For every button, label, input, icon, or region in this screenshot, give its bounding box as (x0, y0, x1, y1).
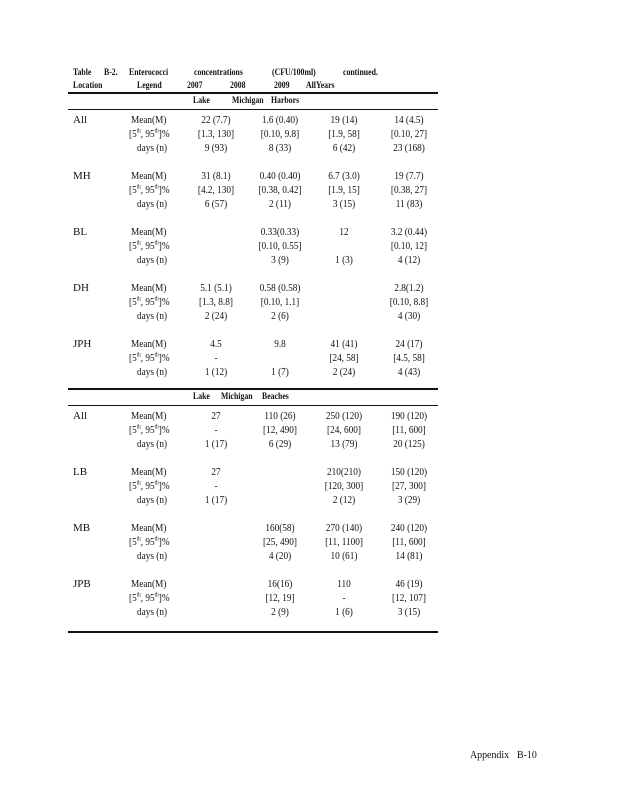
table-cell: 3.2 (0.44) (390, 227, 428, 238)
legend-percentile-part: , 95 (140, 185, 155, 196)
legend-percentile-part: th (136, 592, 141, 599)
table-cell: 2 (9) (271, 607, 289, 618)
table-cell: 190 (120) (390, 411, 428, 422)
table-cell: 19 (7.7) (394, 171, 424, 182)
location-label: JPH (73, 338, 92, 350)
legend-mean: Mean(M) (131, 579, 167, 590)
location-label: DH (73, 282, 89, 294)
table-cell: [11, 1100] (325, 537, 363, 548)
legend-days: days (n) (137, 607, 168, 618)
table-cell: 3 (9) (271, 255, 289, 266)
table-cell: [0.10, 8.8] (389, 297, 429, 308)
table-cell: [27, 300] (392, 481, 426, 492)
legend-percentile-part: [5 (129, 129, 137, 140)
legend-days: days (n) (137, 199, 168, 210)
table-cell: 1 (7) (271, 367, 289, 378)
table-cell: 1 (17) (204, 439, 228, 450)
table-cell: 24 (17) (395, 339, 423, 350)
legend-percentile-part: ]% (158, 425, 170, 436)
table-cell: - (214, 481, 218, 492)
location-label: JPB (73, 578, 91, 590)
table-cell: 31 (8.1) (201, 171, 231, 182)
legend-percentile-part: th (154, 296, 159, 303)
column-header: AllYears (306, 81, 335, 91)
table-cell: 6 (42) (332, 143, 356, 154)
table-cell: 4 (43) (397, 367, 421, 378)
legend-percentile-part: , 95 (140, 297, 155, 308)
table-caption-word: Table (73, 68, 92, 78)
legend-percentile-part: ]% (158, 353, 170, 364)
table-cell: 20 (125) (393, 439, 425, 450)
table-cell: 0.33(0.33) (260, 227, 300, 238)
legend-percentile-part: th (136, 184, 141, 191)
section-title-word: Lake (193, 96, 210, 106)
legend-percentile-part: [5 (129, 353, 137, 364)
table-cell: 14 (81) (395, 551, 423, 562)
table-cell: 14 (4.5) (394, 115, 424, 126)
column-header: Legend (137, 81, 162, 91)
table-cell: [4.2, 130] (197, 185, 235, 196)
table-cell: 2 (11) (269, 199, 291, 210)
table-cell: 19 (14) (330, 115, 358, 126)
footer-label: Appendix (470, 749, 510, 761)
legend-percentile (129, 592, 170, 606)
legend-days: days (n) (137, 495, 168, 506)
table-cell: 2 (6) (271, 311, 289, 322)
table-cell: 23 (168) (393, 143, 425, 154)
column-header: 2008 (230, 81, 246, 91)
table-cell: [0.10, 27] (390, 129, 428, 140)
location-label: MH (73, 170, 91, 182)
legend-days: days (n) (137, 143, 168, 154)
legend-percentile-part: ]% (158, 593, 170, 604)
section-divider-rule (68, 388, 438, 390)
table-cell: [0.10, 12] (390, 241, 428, 252)
legend-mean: Mean(M) (131, 339, 167, 350)
table-cell: 27 (211, 467, 221, 478)
legend-percentile-part: ]% (158, 185, 170, 196)
table-cell: [120, 300] (324, 481, 364, 492)
table-cell: 0.58 (0.58) (259, 283, 301, 294)
header-rule (68, 92, 438, 94)
table-cell: 9 (93) (204, 143, 228, 154)
section-title-word: Beaches (262, 392, 289, 402)
legend-percentile-part: th (136, 240, 141, 247)
table-cell: 2.8(1.2) (394, 283, 424, 294)
legend-percentile-part: th (154, 424, 159, 431)
legend-percentile-part: [5 (129, 425, 137, 436)
table-cell: [0.10, 9.8] (260, 129, 300, 140)
legend-percentile-part: ]% (158, 241, 170, 252)
footer-page-number: B-10 (517, 749, 537, 761)
legend-percentile-part: ]% (158, 537, 170, 548)
table-cell: 270 (140) (325, 523, 363, 534)
table-cell: 12 (339, 227, 349, 238)
table-cell: 0.40 (0.40) (259, 171, 301, 182)
legend-percentile-part: th (136, 424, 141, 431)
table-cell: 4 (30) (397, 311, 421, 322)
legend-percentile-part: , 95 (140, 129, 155, 140)
legend-percentile-part: , 95 (140, 241, 155, 252)
legend-percentile-part: th (154, 480, 159, 487)
legend-percentile-part: ]% (158, 129, 170, 140)
table-cell: 110 (337, 579, 351, 590)
legend-percentile-part: th (154, 128, 159, 135)
legend-percentile-part: th (136, 352, 141, 359)
table-cell: 1 (17) (204, 495, 228, 506)
table-cell: 110 (26) (264, 411, 296, 422)
table-cell: 5.1 (5.1) (200, 283, 232, 294)
location-label: All (73, 114, 88, 126)
table-cell: [12, 19] (265, 593, 295, 604)
section-title-word: Michigan (221, 392, 253, 402)
table-cell: 4 (12) (397, 255, 421, 266)
table-cell: [1.9, 15] (328, 185, 360, 196)
table-cell: 41 (41) (330, 339, 358, 350)
column-header: 2009 (274, 81, 290, 91)
legend-percentile-part: , 95 (140, 537, 155, 548)
legend-percentile-part: th (136, 296, 141, 303)
legend-days: days (n) (137, 367, 168, 378)
legend-percentile-part: [5 (129, 185, 137, 196)
legend-mean: Mean(M) (131, 467, 167, 478)
table-cell: 22 (7.7) (201, 115, 231, 126)
table-caption-word: B-2. (104, 68, 118, 78)
legend-mean: Mean(M) (131, 523, 167, 534)
legend-percentile-part: th (154, 184, 159, 191)
table-cell: - (342, 593, 346, 604)
legend-mean: Mean(M) (131, 171, 167, 182)
table-cell: [11, 600] (392, 425, 426, 436)
legend-percentile-part: th (154, 352, 159, 359)
section-title-word: Michigan (232, 96, 264, 106)
table-cell: [1.3, 130] (197, 129, 235, 140)
table-cell: 150 (120) (390, 467, 428, 478)
table-cell: [1.9, 58] (328, 129, 360, 140)
legend-percentile (129, 240, 170, 254)
table-caption-word: concentrations (194, 68, 243, 78)
legend-mean: Mean(M) (131, 227, 167, 238)
table-cell: 3 (29) (397, 495, 421, 506)
table-cell: 16(16) (267, 579, 293, 590)
table-cell: 1 (3) (335, 255, 353, 266)
location-label: LB (73, 466, 88, 478)
table-cell: 6 (29) (268, 439, 292, 450)
legend-percentile-part: , 95 (140, 425, 155, 436)
legend-mean: Mean(M) (131, 283, 167, 294)
table-cell: 13 (79) (330, 439, 358, 450)
table-cell: [0.38, 0.42] (258, 185, 302, 196)
table-cell: 9.8 (274, 339, 286, 350)
table-cell: [24, 600] (327, 425, 361, 436)
column-header: Location (73, 81, 103, 91)
legend-days: days (n) (137, 311, 168, 322)
location-label: All (73, 410, 88, 422)
legend-percentile (129, 536, 170, 550)
table-cell: 4 (20) (268, 551, 292, 562)
legend-days: days (n) (137, 255, 168, 266)
table-cell: [11, 600] (392, 537, 426, 548)
table-cell: 6.7 (3.0) (328, 171, 360, 182)
legend-percentile-part: ]% (158, 297, 170, 308)
legend-percentile-part: th (154, 592, 159, 599)
section-title-rule (68, 405, 438, 406)
legend-mean: Mean(M) (131, 115, 167, 126)
table-bottom-rule (68, 631, 438, 633)
column-header: 2007 (187, 81, 203, 91)
table-cell: 46 (19) (395, 579, 423, 590)
legend-percentile-part: th (154, 240, 159, 247)
table-cell: 3 (15) (332, 199, 356, 210)
table-cell: 10 (61) (330, 551, 358, 562)
legend-mean: Mean(M) (131, 411, 167, 422)
legend-percentile-part: th (154, 536, 159, 543)
table-cell: [25, 490] (263, 537, 297, 548)
table-caption-word: Enterococci (129, 68, 169, 78)
table-cell: 2 (24) (204, 311, 228, 322)
location-label: MB (73, 522, 91, 534)
legend-percentile-part: [5 (129, 241, 137, 252)
table-cell: [12, 490] (263, 425, 297, 436)
table-cell: - (214, 353, 218, 364)
table-cell: 2 (12) (332, 495, 356, 506)
table-cell: [0.38, 27] (390, 185, 428, 196)
legend-percentile-part: , 95 (140, 481, 155, 492)
table-cell: [0.10, 0.55] (258, 241, 302, 252)
legend-percentile-part: [5 (129, 297, 137, 308)
table-cell: 27 (211, 411, 221, 422)
table-cell: 250 (120) (325, 411, 363, 422)
location-label: BL (73, 226, 88, 238)
legend-percentile-part: th (136, 480, 141, 487)
table-cell: [12, 107] (392, 593, 426, 604)
legend-percentile-part: [5 (129, 537, 137, 548)
table-cell: 1 (6) (335, 607, 353, 618)
legend-days: days (n) (137, 439, 168, 450)
legend-percentile-part: [5 (129, 593, 137, 604)
table-cell: 11 (83) (395, 199, 423, 210)
table-cell: 4.5 (210, 339, 222, 350)
section-title-rule (68, 109, 438, 110)
table-cell: 160(58) (265, 523, 295, 534)
table-cell: 210(210) (327, 467, 361, 478)
legend-percentile-part: , 95 (140, 593, 155, 604)
table-cell: 3 (15) (397, 607, 421, 618)
table-cell: 2 (24) (332, 367, 356, 378)
legend-percentile-part: , 95 (140, 353, 155, 364)
table-cell: 1.6 (0.40) (261, 115, 299, 126)
table-cell: 1 (12) (204, 367, 228, 378)
legend-days: days (n) (137, 551, 168, 562)
legend-percentile-part: [5 (129, 481, 137, 492)
table-cell: 6 (57) (204, 199, 228, 210)
legend-percentile-part: th (136, 128, 141, 135)
section-title-word: Lake (193, 392, 210, 402)
table-cell: - (214, 425, 218, 436)
table-cell: 240 (120) (390, 523, 428, 534)
table-caption-word: (CFU/100ml) (272, 68, 316, 78)
section-title-word: Harbors (271, 96, 300, 106)
table-cell: [24, 58] (329, 353, 359, 364)
legend-percentile-part: th (136, 536, 141, 543)
table-caption-word: continued. (343, 68, 378, 78)
legend-percentile-part: ]% (158, 481, 170, 492)
table-cell: [0.10, 1.1] (260, 297, 300, 308)
table-cell: [1.3, 8.8] (199, 297, 233, 308)
table-cell: [4.5, 58] (393, 353, 425, 364)
table-cell: 8 (33) (268, 143, 292, 154)
